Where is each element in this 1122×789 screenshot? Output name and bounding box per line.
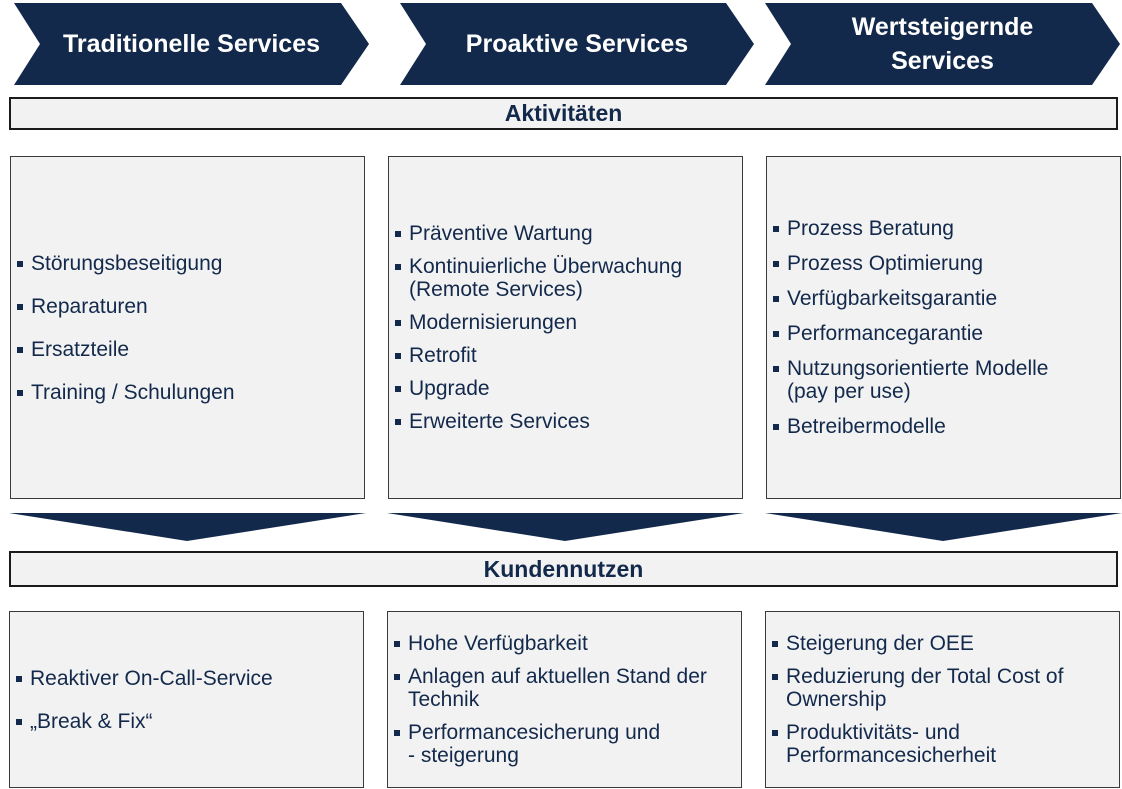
benefits-bar: Kundennutzen <box>9 551 1118 587</box>
funnel-traditionelle <box>9 513 366 543</box>
list-item-text: Produktivitäts- und Performancesicherheit <box>786 721 997 767</box>
activities-list <box>767 217 1120 438</box>
list-item-text: Prozess Optimierung <box>787 252 984 275</box>
bullet-icon <box>772 730 778 736</box>
bullet-icon <box>395 264 401 270</box>
bullet-icon <box>394 730 400 736</box>
bullet-icon <box>395 386 401 392</box>
activities-box-proaktive <box>388 156 743 499</box>
chevron-proaktive <box>400 3 754 85</box>
list-item <box>11 338 364 361</box>
list-item-text: Performancesicherung und - steigerung <box>408 721 661 767</box>
list-item <box>389 410 742 433</box>
benefits-list <box>388 632 741 767</box>
chevron-label: Traditionelle Services <box>62 30 321 58</box>
bullet-icon <box>394 674 400 680</box>
bullet-icon <box>394 641 400 647</box>
list-item <box>766 632 1119 655</box>
list-item-text: Steigerung der OEE <box>786 632 974 655</box>
list-item-text: Modernisierungen <box>409 311 578 334</box>
list-item-text: Performancegarantie <box>787 322 984 345</box>
list-item <box>766 665 1119 711</box>
list-item <box>389 222 742 245</box>
list-item-text: „Break & Fix“ <box>30 709 153 733</box>
bullet-icon <box>772 674 778 680</box>
list-item <box>766 721 1119 767</box>
list-item <box>10 710 363 733</box>
bullet-icon <box>16 719 22 725</box>
activities-box-traditionelle <box>10 156 365 499</box>
activities-list <box>389 222 742 433</box>
list-item <box>767 252 1120 275</box>
list-item-text: Verfügbarkeitsgarantie <box>787 287 998 310</box>
list-item <box>11 381 364 404</box>
bullet-icon <box>395 320 401 326</box>
bullet-icon <box>17 304 23 310</box>
list-item <box>767 415 1120 438</box>
list-item <box>11 295 364 318</box>
bullet-icon <box>17 390 23 396</box>
bullet-icon <box>395 353 401 359</box>
chevron-traditionelle <box>14 3 369 85</box>
chevron-label: Proaktive Services <box>465 30 689 58</box>
list-item <box>389 344 742 367</box>
list-item <box>11 252 364 275</box>
bullet-icon <box>16 676 22 682</box>
benefits-box-traditionelle <box>9 611 364 788</box>
list-item <box>389 311 742 334</box>
list-item <box>10 667 363 690</box>
benefits-list <box>10 667 363 733</box>
benefits-list <box>766 632 1119 767</box>
list-item-text: Reparaturen <box>31 294 148 318</box>
list-item <box>388 632 741 655</box>
bullet-icon <box>395 419 401 425</box>
funnel-wertsteigernde <box>765 513 1122 543</box>
activities-box-wertsteigernde <box>766 156 1121 499</box>
bullet-icon <box>17 261 23 267</box>
benefits-box-wertsteigernde <box>765 611 1120 788</box>
list-item-text: Ersatzteile <box>31 337 130 361</box>
activities-bar: Aktivitäten <box>9 97 1118 130</box>
bullet-icon <box>773 424 779 430</box>
activities-list <box>11 252 364 404</box>
bullet-icon <box>773 226 779 232</box>
bullet-icon <box>773 331 779 337</box>
list-item-text: Nutzungsorientierte Modelle (pay per use) <box>787 357 1049 403</box>
bullet-icon <box>395 231 401 237</box>
list-item-text: Störungsbeseitigung <box>31 251 223 275</box>
bullet-icon <box>773 366 779 372</box>
list-item-text: Erweiterte Services <box>409 410 590 433</box>
list-item-text: Prozess Beratung <box>787 217 954 240</box>
list-item-text: Anlagen auf aktuellen Stand der Technik <box>408 665 707 711</box>
list-item-text: Betreibermodelle <box>787 415 946 438</box>
chevron-label: Wertsteigernde Services <box>851 13 1034 75</box>
list-item <box>767 322 1120 345</box>
list-item-text: Reduzierung der Total Cost of Ownership <box>786 665 1064 711</box>
list-item-text: Retrofit <box>409 344 477 367</box>
chevron-wertsteigernde <box>765 3 1120 85</box>
list-item-text: Reaktiver On-Call-Service <box>30 666 273 690</box>
list-item <box>389 377 742 400</box>
list-item <box>388 721 741 767</box>
bullet-icon <box>773 261 779 267</box>
bullet-icon <box>17 347 23 353</box>
bullet-icon <box>773 296 779 302</box>
list-item <box>388 665 741 711</box>
bullet-icon <box>772 641 778 647</box>
list-item-text: Hohe Verfügbarkeit <box>408 632 588 655</box>
list-item <box>767 287 1120 310</box>
list-item-text: Upgrade <box>409 377 490 400</box>
list-item <box>389 255 742 301</box>
list-item <box>767 357 1120 403</box>
list-item <box>767 217 1120 240</box>
list-item-text: Präventive Wartung <box>409 222 593 245</box>
list-item-text: Training / Schulungen <box>31 380 235 404</box>
funnel-proaktive <box>387 513 744 543</box>
list-item-text: Kontinuierliche Überwachung (Remote Services) <box>409 255 683 301</box>
benefits-box-proaktive <box>387 611 742 788</box>
